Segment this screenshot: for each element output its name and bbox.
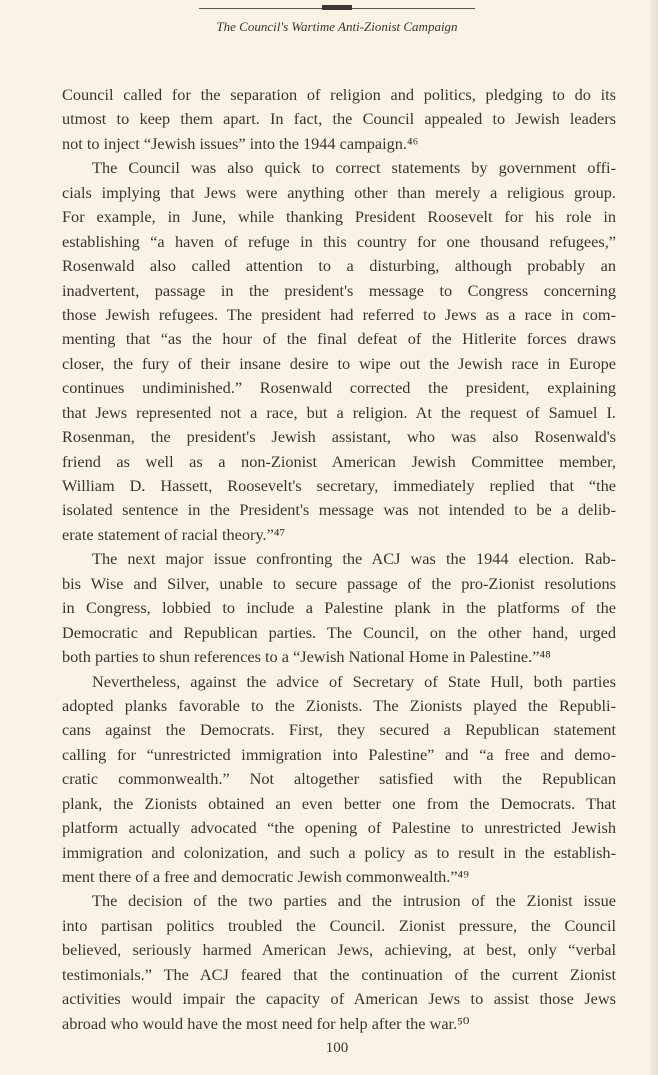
page-edge	[650, 0, 658, 1075]
text-line: activities would impair the capacity of American Jews to assist those Jews	[62, 989, 616, 1009]
paragraph	[62, 670, 616, 890]
paragraph	[62, 889, 616, 1036]
text-line: Council called for the separation of religion and politics, pledging to do its	[62, 85, 616, 104]
header-rule-mark	[322, 5, 352, 10]
text-line: inadvertent, passage in the president's message to Congress concerning	[62, 280, 616, 300]
text-line: that Jews represented not a race, but a religion. At the request of Samuel I.	[62, 402, 616, 422]
text-line: those Jewish refugees. The president had referred to Jews as a race in com-	[62, 304, 616, 324]
running-head: The Council's Wartime Anti-Zionist Campaign	[216, 19, 458, 34]
page-number: 100	[325, 1040, 349, 1056]
text-line: The decision of the two parties and the intrusion of the Zionist issue	[92, 891, 616, 911]
text-line: Rosenman, the president's Jewish assistant, who was also Rosenwald's	[62, 427, 616, 447]
text-line: cials implying that Jews were anything other than merely a religious group.	[62, 182, 616, 202]
text-line: Nevertheless, against the advice of Secretary of State Hull, both parties	[92, 671, 616, 691]
text-line: cans against the Democrats. First, they secured a Republican statement	[62, 720, 616, 740]
text-line: calling for “unrestricted immigration into Palestine” and “a free and demo-	[62, 744, 616, 764]
paragraph	[62, 156, 616, 547]
text-line: For example, in June, while thanking President Roosevelt for his role in	[62, 207, 616, 227]
text-line: abroad who would have the most need for help after the war.⁵⁰	[62, 1013, 470, 1033]
text-line: The next major issue confronting the ACJ was the 1944 election. Rab-	[92, 549, 616, 569]
text-line: plank, the Zionists obtained an even better one from the Democrats. That	[62, 793, 616, 813]
text-line: believed, seriously harmed American Jews, achieving, at best, only “verbal	[62, 940, 616, 960]
text-line: The Council was also quick to correct statements by government offi-	[92, 158, 616, 178]
text-line: ment there of a free and democratic Jewish commonwealth.”⁴⁹	[62, 867, 469, 886]
text-line: both parties to shun references to a “Jewish National Home in Palestine.”⁴⁸	[62, 647, 551, 667]
text-line: into partisan politics troubled the Council. Zionist pressure, the Council	[62, 915, 616, 935]
text-line: bis Wise and Silver, unable to secure passage of the pro-Zionist resolutions	[62, 573, 616, 593]
text-line: isolated sentence in the President's message was not intended to be a delib-	[62, 500, 616, 520]
text-line: in Congress, lobbied to include a Palestine plank in the platforms of the	[62, 598, 616, 618]
text-line: testimonials.” The ACJ feared that the continuation of the current Zionist	[62, 964, 616, 984]
paragraph	[62, 547, 616, 669]
text-line: immigration and colonization, and such a policy as to result in the establish-	[62, 842, 616, 862]
text-line: William D. Hassett, Roosevelt's secretary, immediately replied that “the	[62, 476, 616, 495]
text-line: not to inject “Jewish issues” into the 1944 campaign.⁴⁶	[62, 133, 419, 153]
text-line: continues undiminished.” Rosenwald corrected the president, explaining	[62, 378, 616, 398]
text-line: cratic commonwealth.” Not altogether satisfied with the Republican	[62, 769, 616, 789]
text-line: platform actually advocated “the opening of Palestine to unrestricted Jewish	[62, 818, 616, 838]
text-line: closer, the fury of their insane desire to wipe out the Jewish race in Europe	[62, 353, 616, 373]
body-text	[62, 83, 616, 1036]
text-line: utmost to keep them apart. In fact, the Council appealed to Jewish leaders	[62, 109, 616, 129]
text-line: friend as well as a non-Zionist American Jewish Committee member,	[62, 451, 616, 471]
text-line: Rosenwald also called attention to a disturbing, although probably an	[62, 256, 616, 276]
text-line: adopted planks favorable to the Zionists. The Zionists played the Republi-	[62, 695, 616, 715]
text-line: Democratic and Republican parties. The Council, on the other hand, urged	[62, 622, 616, 642]
paragraph	[62, 83, 616, 156]
text-line: establishing “a haven of refuge in this country for one thousand refugees,”	[62, 231, 616, 251]
text-line: erate statement of racial theory.”⁴⁷	[62, 524, 286, 544]
text-line: menting that “as the hour of the final defeat of the Hitlerite forces draws	[62, 329, 616, 349]
